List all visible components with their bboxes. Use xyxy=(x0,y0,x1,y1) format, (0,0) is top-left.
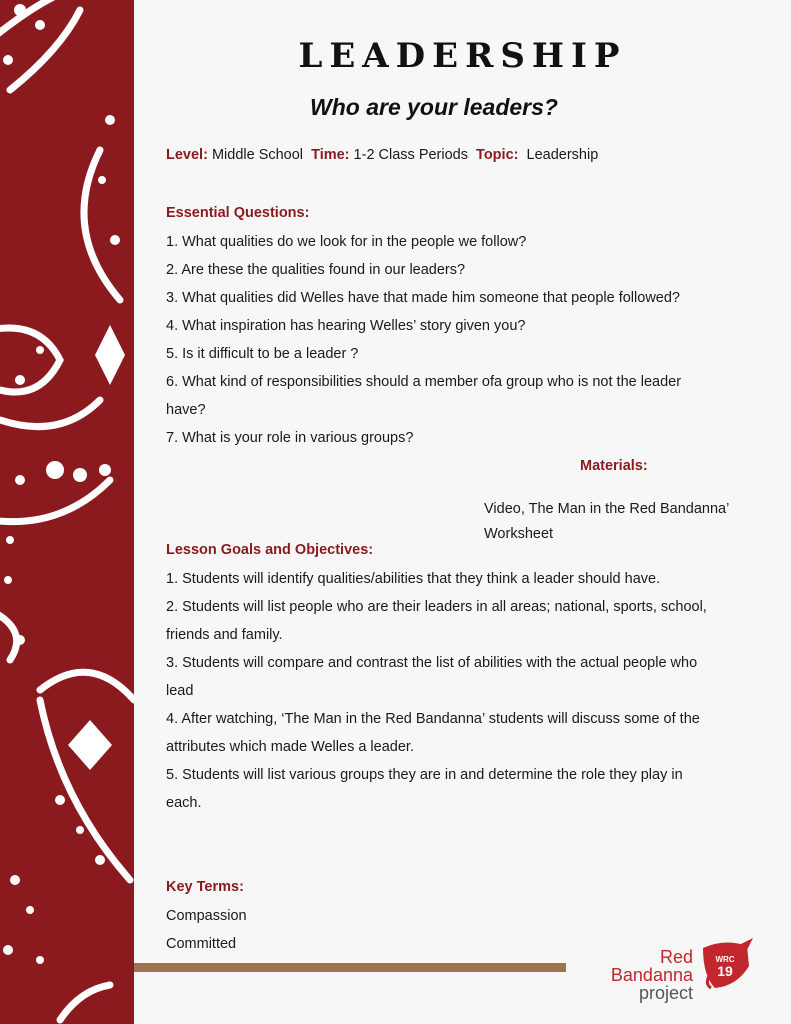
bandanna-sidebar xyxy=(0,0,134,1024)
essential-questions-heading: Essential Questions: xyxy=(166,205,310,221)
page-title: LEADERSHIP xyxy=(298,36,627,76)
list-item: 5. Is it difficult to be a leader ? xyxy=(166,346,359,362)
topic-label: Topic: xyxy=(476,147,519,163)
list-item: 7. What is your role in various groups? xyxy=(166,430,414,446)
essential-questions-list xyxy=(166,228,726,452)
materials-heading: Materials: xyxy=(580,458,648,474)
time-label: Time: xyxy=(311,147,350,163)
time-value: 1-2 Class Periods xyxy=(353,147,468,163)
key-terms-heading: Key Terms: xyxy=(166,879,244,895)
lesson-goals-heading: Lesson Goals and Objectives: xyxy=(166,542,374,558)
lesson-meta xyxy=(166,147,598,163)
list-item: 3. Students will compare and contrast the list of abilities with the actual people who lead xyxy=(166,655,698,699)
list-item: 2. Students will list people who are their leaders in all areas; national, sports, school, friends and family. xyxy=(166,599,707,643)
lesson-goals-list xyxy=(166,565,721,817)
level-label: Level: xyxy=(166,147,208,163)
topic-value: Leadership xyxy=(526,147,599,163)
red-bandanna-logo xyxy=(575,934,765,1003)
logo-sub: project xyxy=(638,983,693,1003)
logo-name: Red Bandanna xyxy=(610,947,693,985)
page-subtitle: Who are your leaders? xyxy=(310,94,558,120)
list-item: 1. Students will identify qualities/abilities that they think a leader should have. xyxy=(166,571,661,587)
svg-text:19: 19 xyxy=(717,963,733,979)
footer-divider xyxy=(134,963,566,972)
list-item: 5. Students will list various groups they are in and determine the role they play in each. xyxy=(166,767,683,811)
list-item: 6. What kind of responsibilities should a member ofa group who is not the leader have? xyxy=(166,374,682,418)
list-item: 4. What inspiration has hearing Welles’ story given you? xyxy=(166,318,526,334)
list-item: 3. What qualities did Welles have that made him someone that people followed? xyxy=(166,290,680,306)
level-value: Middle School xyxy=(211,147,304,163)
materials-text: Video, The Man in the Red Bandanna’ Worksheet xyxy=(484,501,729,542)
list-item: 4. After watching, ‘The Man in the Red Bandanna’ students will discuss some of the attributes which made Welles a leader. xyxy=(166,711,700,755)
list-item: 2. Are these the qualities found in our leaders? xyxy=(166,262,466,278)
paisley-pattern-icon xyxy=(0,0,134,1024)
svg-text:WRC: WRC xyxy=(715,955,735,964)
bandanna-badge-icon xyxy=(697,936,755,990)
list-item: Compassion xyxy=(166,908,247,924)
list-item: 1. What qualities do we look for in the people we follow? xyxy=(166,234,527,250)
list-item: Committed xyxy=(166,936,237,952)
